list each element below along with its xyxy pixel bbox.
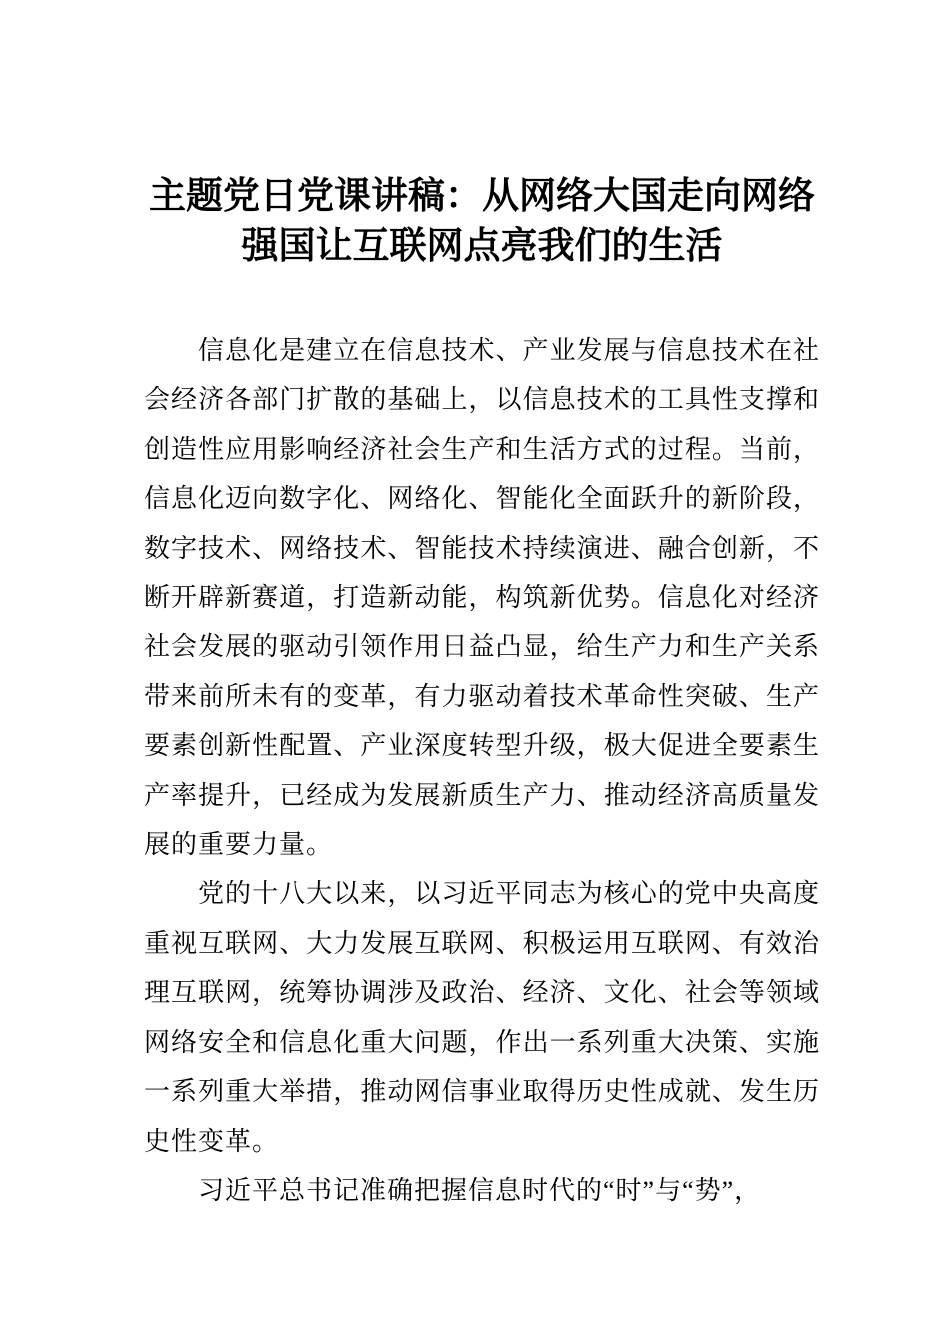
body-paragraph-2: 党的十八大以来，以习近平同志为核心的党中央高度重视互联网、大力发展互联网、积极运用互联网、有效治理互联网，统筹协调涉及政治、经济、文化、社会等领域网络安全和信息化重大问题，作出一系列重大决策、实施一系列重大举措，推动网信事业取得历史性成就、发生历史性变革。	[144, 879, 820, 1156]
body-paragraph-1: 信息化是建立在信息技术、产业发展与信息技术在社会经济各部门扩散的基础上，以信息技术的工具性支撑和创造性应用影响经济社会生产和生活方式的过程。当前，信息化迈向数字化、网络化、智能化全面跃升的新阶段，数字技术、网络技术、智能技术持续演进、融合创新，不断开辟新赛道，打造新动能，构筑新优势。信息化对经济社会发展的驱动引领作用日益凸显，给生产力和生产关系带来前所未有的变革，有力驱动着技术革命性突破、生产要素创新性配置、产业深度转型升级，极大促进全要素生产率提升，已经成为发展新质生产力、推动经济高质量发展的重要力量。	[144, 336, 820, 860]
document-title: 主题党日党课讲稿：从网络大国走向网络强国让互联网点亮我们的生活	[149, 176, 815, 267]
document-content	[144, 0, 820, 1215]
body-paragraph-3: 习近平总书记准确把握信息时代的“时”与“势”，	[198, 1175, 762, 1205]
